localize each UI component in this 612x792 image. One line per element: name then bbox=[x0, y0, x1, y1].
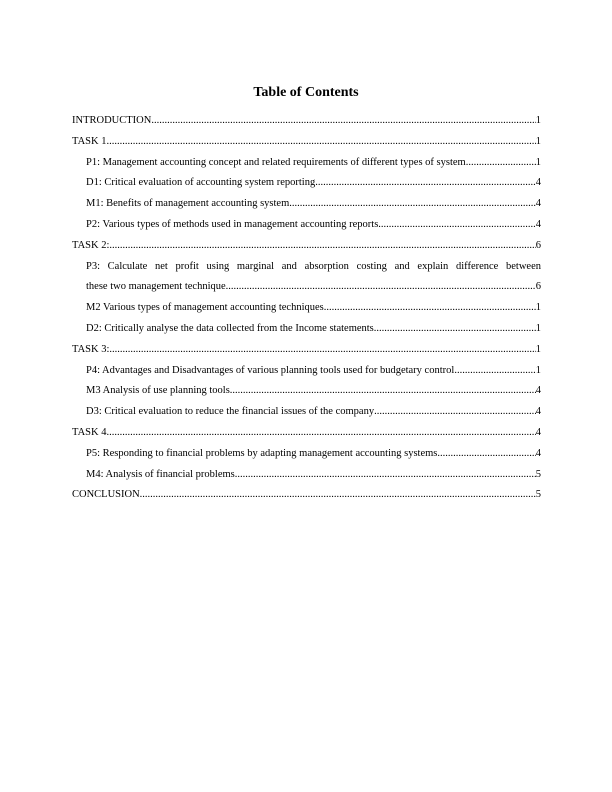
toc-entry-label: P4: Advantages and Disadvantages of various planning tools used for budgetary control bbox=[86, 361, 454, 382]
dot-leader bbox=[437, 444, 535, 465]
toc-entry-label-line-2: these two management technique bbox=[86, 277, 226, 298]
dot-leader bbox=[315, 173, 536, 194]
toc-entry-page: 6 bbox=[535, 281, 541, 293]
dot-leader bbox=[106, 423, 535, 444]
toc-entry-page: 4 bbox=[535, 198, 541, 210]
toc-entry-label: D1: Critical evaluation of accounting system reporting bbox=[86, 173, 315, 194]
toc-entry-p3[interactable] bbox=[72, 257, 541, 278]
toc-entry-label: TASK 3: bbox=[72, 340, 109, 361]
toc-entry-label: M3 Analysis of use planning tools bbox=[86, 381, 230, 402]
dot-leader bbox=[466, 153, 536, 174]
dot-leader bbox=[235, 465, 536, 486]
toc-entry-m2[interactable] bbox=[72, 298, 541, 319]
toc-entry-label: M1: Benefits of management accounting system bbox=[86, 194, 289, 215]
toc-entry-label: D3: Critical evaluation to reduce the financial issues of the company bbox=[86, 402, 374, 423]
toc-entry-task-3[interactable] bbox=[72, 340, 541, 361]
toc-entry-label: CONCLUSION bbox=[72, 485, 140, 506]
toc-entry-m3[interactable] bbox=[72, 381, 541, 402]
toc-entry-conclusion[interactable] bbox=[72, 485, 541, 506]
toc-entry-page: 5 bbox=[535, 489, 541, 501]
toc-entry-label: TASK 2: bbox=[72, 236, 109, 257]
toc-entry-page: 4 bbox=[535, 447, 541, 459]
toc-entry-page: 4 bbox=[535, 406, 541, 418]
page-title: Table of Contents bbox=[253, 85, 359, 100]
toc-entry-p2[interactable] bbox=[72, 215, 541, 236]
dot-leader bbox=[226, 277, 536, 298]
toc-entry-page: 4 bbox=[535, 218, 541, 230]
toc-entry-page: 1 bbox=[535, 364, 541, 376]
dot-leader bbox=[151, 111, 535, 132]
toc-entry-page: 4 bbox=[535, 426, 541, 438]
dot-leader bbox=[378, 215, 535, 236]
toc-entry-label: P5: Responding to financial problems by adapting management accounting systems bbox=[86, 444, 437, 465]
toc-entry-page: 1 bbox=[535, 302, 541, 314]
dot-leader bbox=[140, 485, 536, 506]
dot-leader bbox=[289, 194, 536, 215]
toc-entry-label: M2 Various types of management accounting techniques bbox=[86, 298, 324, 319]
toc-entry-p5[interactable] bbox=[72, 444, 541, 465]
dot-leader bbox=[106, 132, 535, 153]
toc-entry-task-1[interactable] bbox=[72, 132, 541, 153]
dot-leader bbox=[109, 236, 535, 257]
toc-entry-p4[interactable] bbox=[72, 361, 541, 382]
toc-entry-label: TASK 1 bbox=[72, 132, 106, 153]
toc-entry-page: 4 bbox=[535, 385, 541, 397]
toc-entry-m1[interactable] bbox=[72, 194, 541, 215]
toc-entry-p3-continuation[interactable] bbox=[72, 277, 541, 298]
dot-leader bbox=[454, 361, 535, 382]
toc-entry-page: 4 bbox=[535, 177, 541, 189]
toc-entry-introduction[interactable] bbox=[72, 111, 541, 132]
dot-leader bbox=[324, 298, 536, 319]
toc-entry-page: 6 bbox=[535, 239, 541, 251]
toc-entry-label: INTRODUCTION bbox=[72, 111, 151, 132]
toc-list bbox=[72, 111, 541, 506]
toc-entry-label: TASK 4 bbox=[72, 423, 106, 444]
toc-entry-page: 1 bbox=[535, 115, 541, 126]
toc-entry-p1[interactable] bbox=[72, 153, 541, 174]
toc-entry-d3[interactable] bbox=[72, 402, 541, 423]
toc-entry-task-2[interactable] bbox=[72, 236, 541, 257]
dot-leader bbox=[109, 340, 535, 361]
toc-entry-label: P1: Management accounting concept and related requirements of different types of system bbox=[86, 153, 466, 174]
toc-entry-label-line-1: P3: Calculate net profit using marginal and absorption costing and explain difference between bbox=[86, 260, 541, 272]
toc-entry-label: D2: Critically analyse the data collected from the Income statements bbox=[86, 319, 374, 340]
toc-entry-page: 5 bbox=[535, 468, 541, 480]
toc-entry-d2[interactable] bbox=[72, 319, 541, 340]
toc-entry-page: 1 bbox=[535, 343, 541, 355]
dot-leader bbox=[374, 319, 536, 340]
toc-entry-d1[interactable] bbox=[72, 173, 541, 194]
toc-entry-page: 1 bbox=[535, 135, 541, 147]
toc-entry-label: M4: Analysis of financial problems bbox=[86, 465, 235, 486]
toc-entry-label: P2: Various types of methods used in management accounting reports bbox=[86, 215, 378, 236]
dot-leader bbox=[230, 381, 536, 402]
toc-entry-page: 1 bbox=[535, 156, 541, 168]
toc-entry-task-4[interactable] bbox=[72, 423, 541, 444]
toc-entry-m4[interactable] bbox=[72, 465, 541, 486]
toc-entry-page: 1 bbox=[535, 322, 541, 334]
dot-leader bbox=[374, 402, 536, 423]
